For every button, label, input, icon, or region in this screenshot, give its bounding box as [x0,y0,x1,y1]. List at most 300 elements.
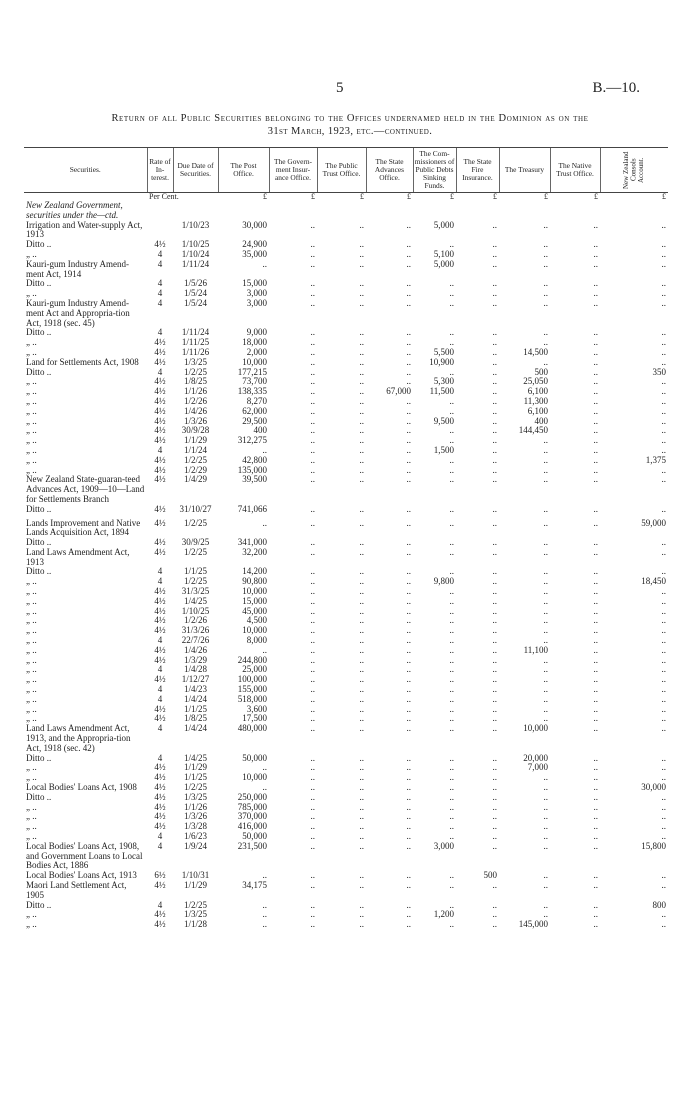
unit-pound: £ [263,192,267,201]
state-advances-value: .. [406,801,411,812]
sinking-funds-value: .. [449,654,454,665]
state-fire-insurance-value: .. [492,239,497,250]
sinking-funds-value: .. [449,605,454,616]
state-fire-insurance-value: .. [492,723,497,734]
consols-account-value: .. [661,723,666,734]
interest-rate [147,201,173,221]
post-office-value: 135,000 [237,464,267,475]
post-office-value: 25,000 [242,664,267,675]
consols-account-value: .. [661,405,666,416]
table-row [24,260,668,280]
state-advances-value: .. [406,444,411,455]
sinking-funds-value: .. [449,635,454,646]
government-insurance-value: .. [310,703,315,714]
treasury-value: 10,000 [523,723,548,734]
security-name: „ .. [26,674,37,685]
state-fire-insurance-value: .. [492,297,497,308]
state-fire-insurance-value: 500 [483,870,497,881]
table-row [24,456,668,466]
state-fire-insurance-value: .. [492,566,497,577]
interest-rate: 4½ [154,811,166,822]
public-trust-value: .. [359,625,364,636]
native-trust-value: .. [593,503,598,514]
native-trust-value: .. [593,337,598,348]
consols-account-value: 800 [652,899,666,910]
state-fire-insurance-value: .. [492,664,497,675]
security-name: Lands Improvement and Native Lands Acquisition Act, 1894 [26,517,141,538]
securities-table [24,147,668,930]
public-trust-value: .. [359,713,364,724]
state-advances-value: .. [406,278,411,289]
treasury-value: .. [543,566,548,577]
sinking-funds-value: .. [449,288,454,299]
interest-rate: 4½ [154,625,166,636]
public-trust-value: .. [359,425,364,436]
native-trust-value: .. [593,821,598,832]
government-insurance-value: .. [310,782,315,793]
sinking-funds-value: 1,500 [433,444,454,455]
security-name: „ .. [26,337,37,348]
due-date: 1/8/25 [183,713,207,724]
native-trust-value: .. [593,762,598,773]
table-row [24,221,668,241]
treasury-value: .. [543,615,548,626]
treasury-value: .. [543,693,548,704]
due-date: 1/6/23 [183,831,207,841]
state-fire-insurance-value: .. [492,327,497,338]
state-fire-insurance-value: .. [492,625,497,636]
consols-account-value: .. [661,615,666,626]
state-fire-insurance-value: .. [492,546,497,557]
due-date: 1/3/26 [183,811,207,822]
consols-account-value: .. [661,625,666,636]
consols-account-value: .. [661,644,666,655]
treasury-value: .. [543,297,548,308]
table-row [24,328,668,338]
consols-account-value: .. [661,248,666,259]
interest-rate: 4 [157,840,163,851]
post-office-value: 45,000 [242,605,267,616]
government-insurance-value: .. [310,258,315,269]
table-row [24,695,668,705]
treasury-value: .. [543,537,548,548]
security-name: Ditto .. [26,791,52,802]
table-row [24,705,668,715]
state-fire-insurance-value: .. [492,684,497,695]
sinking-funds-value: .. [449,723,454,734]
public-trust-value: .. [359,537,364,548]
consols-account-value: .. [661,415,666,426]
table-row [24,475,668,504]
interest-rate: 4 [157,752,163,763]
post-office-value: 17,500 [242,713,267,724]
treasury-value: .. [543,635,548,646]
security-name: Ditto .. [26,537,52,548]
sinking-funds-value: .. [449,644,454,655]
due-date: 1/1/29 [183,879,207,890]
state-fire-insurance-value: .. [492,752,497,763]
consols-account-value: .. [661,703,666,714]
public-trust-value: .. [359,386,364,397]
treasury-value: .. [543,840,548,851]
security-name: Local Bodies' Loans Act, 1913 [26,870,137,881]
native-trust-value: .. [593,517,598,528]
state-advances-value: .. [406,327,411,338]
table-body [24,193,668,930]
native-trust-value: .. [593,425,598,436]
sinking-funds-value: 5,300 [433,376,454,387]
consols-account-value: .. [661,909,666,920]
sinking-funds-value: 5,500 [433,346,454,357]
due-date: 1/1/26 [183,801,207,812]
treasury-value: 400 [534,415,548,426]
due-date: 1/1/25 [183,703,207,714]
table-row [24,567,668,577]
sinking-funds-value: .. [449,684,454,695]
government-insurance-value: .. [310,586,315,597]
government-insurance-value: .. [310,752,315,763]
table-row [24,377,668,387]
public-trust-value: .. [359,376,364,387]
government-insurance-value: .. [310,840,315,851]
sinking-funds-value: .. [449,674,454,685]
post-office-value: 34,175 [242,879,267,890]
consols-account-value: 350 [652,366,666,377]
table-row [24,397,668,407]
interest-rate: 4½ [154,595,166,606]
due-date: 1/2/25 [183,576,207,587]
state-fire-insurance-value: .. [492,435,497,446]
native-trust-value: .. [593,376,598,387]
col-header-sinking-funds: The Com-missioners of Public Debts Sinking Funds. [413,148,456,193]
security-name: „ .. [26,595,37,606]
native-trust-value: .. [593,474,598,485]
post-office-value: 2,000 [246,346,267,357]
sinking-funds-value: .. [449,782,454,793]
consols-account-value: .. [661,586,666,597]
government-insurance-value: .. [310,405,315,416]
interest-rate: 4½ [154,605,166,616]
treasury-value: .. [543,288,548,299]
security-name: „ .. [26,444,37,455]
state-advances-value: .. [406,605,411,616]
treasury-value: 144,450 [518,425,548,436]
interest-rate: 4 [157,288,163,299]
security-name: Land Laws Amendment Act, 1913 [26,546,130,567]
interest-rate: 4½ [154,713,166,724]
table-row [24,587,668,597]
interest-rate: 4 [157,248,163,259]
security-name: Ditto .. [26,327,52,338]
state-advances-value: .. [406,239,411,250]
post-office-value: 14,200 [242,566,267,577]
treasury-value: 14,500 [523,346,548,357]
sinking-funds-value: .. [449,435,454,446]
government-insurance-value: .. [310,376,315,387]
table-row [24,754,668,764]
state-fire-insurance-value: .. [492,576,497,587]
interest-rate: 4 [157,366,163,377]
sinking-funds-value: 5,100 [433,248,454,259]
table-row [24,577,668,587]
interest-rate: 4 [157,664,163,675]
sinking-funds-value: .. [449,503,454,514]
public-trust-value: .. [359,615,364,626]
state-fire-insurance-value: .. [492,909,497,920]
sinking-funds-value: 9,800 [433,576,454,587]
table-row [24,626,668,636]
public-trust-value: .. [359,840,364,851]
security-name: „ .. [26,615,37,626]
sinking-funds-value: .. [449,405,454,416]
state-advances-value: .. [406,356,411,367]
table-row [24,901,668,911]
interest-rate: 4½ [154,474,166,485]
security-name: Local Bodies' Loans Act, 1908 [26,782,137,793]
security-name: „ .. [26,654,37,665]
post-office-value: 100,000 [237,674,267,685]
state-advances-value: .. [406,831,411,841]
consols-account-value: .. [661,444,666,455]
security-name: „ .. [26,288,37,299]
government-insurance-value: .. [310,595,315,606]
security-name: New Zealand Government, securities under the—ctd. [26,200,123,220]
consols-account-value: .. [661,811,666,822]
interest-rate: 4½ [154,346,166,357]
native-trust-value: .. [593,811,598,822]
consols-account-value: .. [661,635,666,646]
state-fire-insurance-value: .. [492,605,497,616]
government-insurance-value: .. [310,395,315,406]
treasury-value: .. [543,576,548,587]
interest-rate: 4½ [154,356,166,367]
public-trust-value: .. [359,566,364,577]
native-trust-value: .. [593,693,598,704]
post-office-value: 138,335 [237,386,267,397]
security-name: Ditto .. [26,278,52,289]
native-trust-value: .. [593,772,598,783]
unit-pound: £ [662,192,666,201]
state-advances-value: 67,000 [386,386,411,397]
native-trust-value: .. [593,537,598,548]
state-advances-value: .. [406,288,411,299]
post-office-value: 9,000 [246,327,267,338]
state-fire-insurance-value: .. [492,444,497,455]
due-date: 1/5/24 [183,297,207,308]
interest-rate: 4 [157,297,163,308]
state-fire-insurance-value: .. [492,674,497,685]
due-date: 1/3/25 [183,791,207,802]
due-date: 31/3/25 [181,586,210,597]
treasury-value: .. [543,664,548,675]
state-fire-insurance-value: .. [492,919,497,930]
public-trust-value: .. [359,219,364,230]
state-fire-insurance-value: .. [492,791,497,802]
native-trust-value: .. [593,919,598,930]
treasury-value: 6,100 [527,405,548,416]
treasury-value: .. [543,258,548,269]
security-name: „ .. [26,454,37,465]
public-trust-value: .. [359,772,364,783]
due-date: 1/5/24 [183,288,207,299]
security-name: „ .. [26,376,37,387]
post-office-value: 400 [253,425,267,436]
state-fire-insurance-value: .. [492,537,497,548]
government-insurance-value: .. [310,219,315,230]
consols-account-value: .. [661,791,666,802]
consols-account-value: .. [661,674,666,685]
sinking-funds-value: .. [449,586,454,597]
due-date: 22/7/26 [181,635,210,646]
state-fire-insurance-value: .. [492,595,497,606]
government-insurance-value: .. [310,346,315,357]
native-trust-value: .. [593,435,598,446]
post-office-value [218,201,269,221]
table-row [24,783,668,793]
treasury-value: .. [543,356,548,367]
native-trust-value: .. [593,635,598,646]
interest-rate: 4 [157,258,163,269]
native-trust-value: .. [593,395,598,406]
interest-rate: 4½ [154,801,166,812]
treasury-value: .. [543,546,548,557]
government-insurance-value: .. [310,288,315,299]
due-date: 1/1/29 [183,435,207,446]
interest-rate: 4½ [154,674,166,685]
sinking-funds-value: .. [449,517,454,528]
consols-account-value: .. [661,395,666,406]
table-row [24,763,668,773]
state-fire-insurance-value: .. [492,356,497,367]
government-insurance-value: .. [310,909,315,920]
table-row [24,338,668,348]
treasury-value: 25,050 [523,376,548,387]
state-advances-value: .. [406,435,411,446]
state-advances-value: .. [406,454,411,465]
native-trust-value: .. [593,586,598,597]
government-insurance-value: .. [310,546,315,557]
state-fire-insurance-value: .. [492,772,497,783]
treasury-value: .. [543,435,548,446]
security-name: Kauri-gum Industry Amend-ment Act and Appropria-tion Act, 1918 (sec. 45) [26,297,130,328]
public-trust-value: .. [359,586,364,597]
due-date: 1/3/29 [183,654,207,665]
government-insurance-value: .. [310,425,315,436]
security-name: New Zealand State-guaran-teed Advances Act, 1909—10—Land for Settlements Branch [26,474,145,504]
table-row [24,685,668,695]
consols-account-value: .. [661,376,666,387]
state-fire-insurance-value [456,201,499,221]
security-name: „ .. [26,821,37,832]
treasury-value: 6,100 [527,386,548,397]
state-advances-value: .. [406,723,411,734]
post-office-value: 3,000 [246,288,267,299]
post-office-value: 10,000 [242,586,267,597]
treasury-value: .. [543,625,548,636]
interest-rate: 4 [157,566,163,577]
state-advances-value: .. [406,693,411,704]
government-insurance-value: .. [310,899,315,910]
state-fire-insurance-value: .. [492,762,497,773]
state-fire-insurance-value: .. [492,821,497,832]
native-trust-value: .. [593,831,598,841]
due-date: 30/9/28 [181,425,210,436]
interest-rate: 4½ [154,464,166,475]
due-date: 1/10/25 [181,239,210,250]
due-date: 1/8/25 [183,376,207,387]
public-trust-value: .. [359,356,364,367]
government-insurance-value: .. [310,386,315,397]
sinking-funds-value [413,201,456,221]
post-office-value: 32,200 [242,546,267,557]
col-header-rate: Rate of In-terest. [147,148,173,193]
public-trust-value: .. [359,870,364,881]
treasury-value: .. [543,674,548,685]
sinking-funds-value: .. [449,772,454,783]
due-date: 1/10/25 [181,605,210,616]
table-row [24,548,668,568]
security-name: „ .. [26,425,37,436]
consols-account-value: 30,000 [641,782,666,793]
native-trust-value: .. [593,703,598,714]
treasury-value: .. [543,327,548,338]
native-trust-value: .. [593,405,598,416]
public-trust-value: .. [359,464,364,475]
due-date: 1/2/26 [183,395,207,406]
title-line-1: Return of all Public Securities belonging to the Offices undernamed held in the Dominion as on the [111,113,589,124]
due-date: 1/12/27 [181,674,210,685]
due-date: 1/1/26 [183,386,207,397]
public-trust-value: .. [359,674,364,685]
public-trust-value: .. [359,782,364,793]
treasury-value: 145,000 [518,919,548,930]
interest-rate: 4½ [154,415,166,426]
native-trust-value: .. [593,664,598,675]
treasury-value: .. [543,811,548,822]
native-trust-value: .. [593,605,598,616]
table-row [24,803,668,813]
government-insurance-value: .. [310,811,315,822]
native-trust-value: .. [593,791,598,802]
public-trust-value: .. [359,258,364,269]
page-number: 5 [336,80,344,96]
table-row [24,417,668,427]
treasury-value: .. [543,684,548,695]
treasury-value: .. [543,444,548,455]
government-insurance-value: .. [310,248,315,259]
due-date: 31/10/27 [179,503,212,514]
due-date: 1/4/25 [183,752,207,763]
consols-account-value: .. [661,762,666,773]
security-name: „ .. [26,909,37,920]
public-trust-value: .. [359,703,364,714]
col-header-public-trust: The Public Trust Office. [317,148,366,193]
interest-rate: 4½ [154,537,166,548]
security-name: Ditto .. [26,503,52,514]
state-advances-value: .. [406,909,411,920]
interest-rate: 4½ [154,503,166,514]
consols-account-value: .. [661,464,666,475]
sinking-funds-value: 11,500 [429,386,454,397]
due-date: 1/4/24 [183,723,207,734]
col-header-state-fire-insurance: The State Fire Insurance. [456,148,499,193]
native-trust-value: .. [593,615,598,626]
state-advances-value: .. [406,762,411,773]
table-row [24,387,668,397]
post-office-value: 73,700 [242,376,267,387]
post-office-value: 244,800 [237,654,267,665]
government-insurance-value: .. [310,664,315,675]
